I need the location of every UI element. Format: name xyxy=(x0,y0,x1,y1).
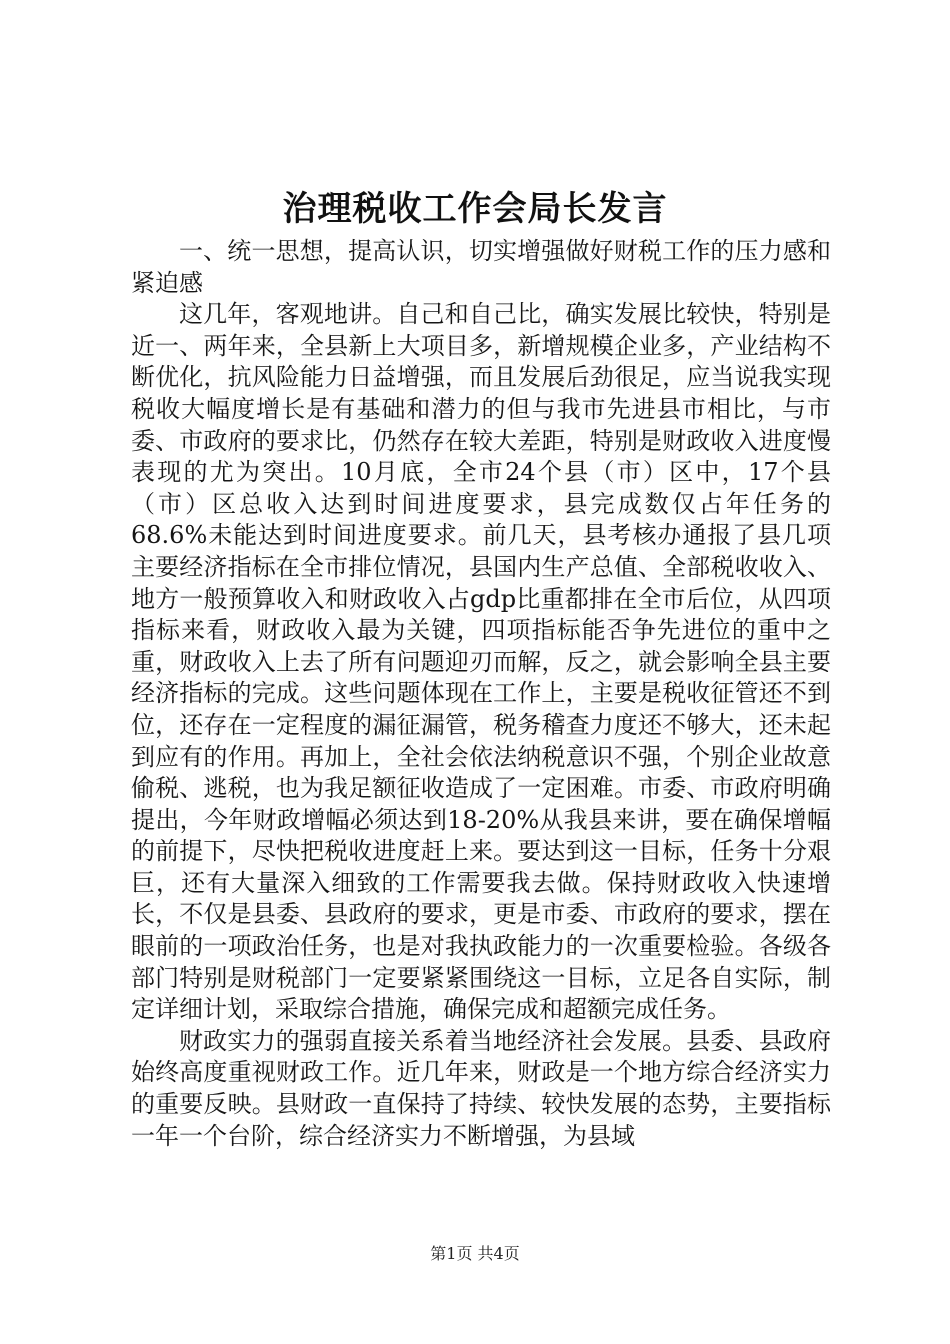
page-footer: 第1页 共4页 xyxy=(430,1244,520,1263)
body-paragraph-1: 这几年，客观地讲。自己和自己比，确实发展比较快，特别是近一、两年来，全县新上大项目多，新增规模企业多，产业结构不断优化，抗风险能力日益增强，而且发展后劲很足，应当说我实现税收大幅度增长是有基础和潜力的但与我市先进县市相比，与市委、市政府的要求比，仍然存在较大差距，特别是财政收入进度慢表现的尤为突出。10月底，全市24个县（市）区中，17个县（市）区总收入达到时间进度要求，县完成数仅占年任务的68.6%未能达到时间进度要求。前几天，县考核办通报了县几项主要经济指标在全市排位情况，县国内生产总值、全部税收收入、地方一般预算收入和财政收入占gdp比重都排在全市后位，从四项指标来看，财政收入最为关键，四项指标能否争先进位的重中之重，财政收入上去了所有问题迎刃而解，反之，就会影响全县主要经济指标的完成。这些问题体现在工作上，主要是税收征管还不到位，还存在一定程度的漏征漏管，税务稽查力度还不够大，还未起到应有的作用。再加上，全社会依法纳税意识不强，个别企业故意偷税、逃税，也为我足额征收造成了一定困难。市委、市政府明确提出，今年财政增幅必须达到18-20%从我县来讲，要在确保增幅的前提下，尽快把税收进度赶上来。要达到这一目标，任务十分艰巨，还有大量深入细致的工作需要我去做。保持财政收入快速增长，不仅是县委、县政府的要求，更是市委、市政府的要求，摆在眼前的一项政治任务，也是对我执政能力的一次重要检验。各级各部门特别是财税部门一定要紧紧围绕这一目标，立足各自实际，制定详细计划，采取综合措施，确保完成和超额完成任务。 xyxy=(131,300,831,1024)
document-title: 治理税收工作会局长发言 xyxy=(282,189,668,229)
body-paragraph-2: 财政实力的强弱直接关系着当地经济社会发展。县委、县政府始终高度重视财政工作。近几年来，财政是一个地方综合经济实力的重要反映。县财政一直保持了持续、较快发展的态势，主要指标一年一个台阶，综合经济实力不断增强，为县域 xyxy=(131,1026,831,1150)
document-body xyxy=(131,236,831,1152)
section-heading-1: 一、统一思想，提高认识，切实增强做好财税工作的压力感和紧迫感 xyxy=(131,237,831,297)
